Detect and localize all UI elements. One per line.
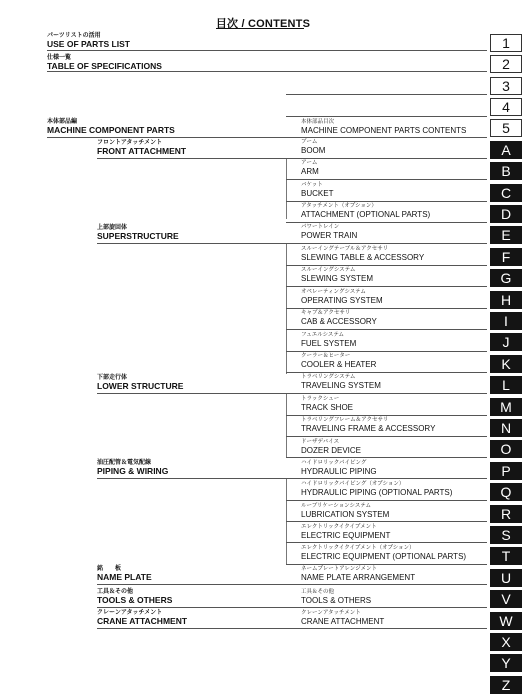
divider — [286, 94, 487, 95]
divider — [47, 137, 487, 138]
item-divider — [286, 308, 487, 309]
toc-item-electric-equipment-optional[interactable] — [301, 546, 466, 561]
tab-k[interactable]: K — [490, 355, 522, 373]
item-label-en: OPERATING SYSTEM — [301, 295, 383, 305]
item-divider — [286, 500, 487, 501]
item-label-jp: アーム — [301, 160, 318, 166]
item-label-jp: ルーブリケーションシステム — [301, 503, 371, 509]
item-divider — [286, 478, 487, 479]
item-divider — [286, 607, 487, 608]
toc-item-traveling-system[interactable] — [301, 375, 381, 390]
item-label-jp: クレーンアタッチメント — [301, 610, 361, 616]
tab-q[interactable]: Q — [490, 483, 522, 501]
toc-entry-use-of-parts-list[interactable] — [47, 33, 130, 49]
tab-f[interactable]: F — [490, 248, 522, 266]
toc-item-slewing-system[interactable] — [301, 268, 373, 283]
tab-b[interactable]: B — [490, 162, 522, 180]
toc-group-front-attachment[interactable] — [97, 140, 186, 156]
group-label-jp: フロントアタッチメント — [97, 140, 163, 146]
toc-item-name-plate-arrangement[interactable] — [301, 567, 415, 582]
item-divider — [286, 415, 487, 416]
tab-e[interactable]: E — [490, 226, 522, 244]
toc-item-tools-others[interactable] — [301, 590, 371, 605]
item-label-en: TRAVELING SYSTEM — [301, 380, 381, 390]
item-label-jp: エレクトリックイクイプメント — [301, 524, 377, 530]
item-divider — [286, 521, 487, 522]
item-label-en: COOLER & HEATER — [301, 359, 377, 369]
toc-item-fuel-system[interactable] — [301, 333, 356, 348]
tab-t[interactable]: T — [490, 547, 522, 565]
item-label-en: BOOM — [301, 145, 326, 155]
item-divider — [286, 457, 487, 458]
item-label-en: DOZER DEVICE — [301, 445, 362, 455]
group-divider — [97, 478, 286, 479]
item-label-en: ELECTRIC EQUIPMENT — [301, 530, 391, 540]
group-label-jp: 銘 板 — [97, 566, 122, 572]
item-divider — [286, 351, 487, 352]
toc-entry-machine-component-contents[interactable] — [301, 120, 466, 135]
tab-g[interactable]: G — [490, 269, 522, 287]
toc-entry-table-of-specifications[interactable] — [47, 55, 162, 71]
group-label-jp: 油圧配管＆電気配線 — [97, 460, 152, 466]
tab-5[interactable]: 5 — [490, 119, 522, 137]
divider — [47, 71, 487, 72]
item-label-en: ATTACHMENT (OPTIONAL PARTS) — [301, 209, 431, 219]
item-label-en: HYDRAULIC PIPING (OPTIONAL PARTS) — [301, 487, 453, 497]
group-label-en: LOWER STRUCTURE — [97, 381, 184, 391]
item-divider — [286, 243, 487, 244]
item-divider — [286, 158, 487, 159]
item-label-en: TOOLS & OTHERS — [301, 595, 372, 605]
toc-item-crane-attachment[interactable] — [301, 611, 384, 626]
item-label-en: NAME PLATE ARRANGEMENT — [301, 572, 416, 582]
group-label-en: SUPERSTRUCTURE — [97, 231, 179, 241]
item-label-en: ARM — [301, 166, 319, 176]
group-bracket-line — [286, 393, 287, 457]
group-label-jp: クレーンアタッチメント — [97, 610, 163, 616]
item-label-jp: ブーム — [301, 139, 318, 145]
group-label-en: CRANE ATTACHMENT — [97, 616, 188, 626]
item-label-jp: オペレーティングシステム — [301, 289, 366, 295]
toc-group-lower-structure[interactable] — [97, 375, 183, 391]
item-label-jp: キャブ＆アクセサリ — [301, 310, 351, 316]
toc-item-lubrication-system[interactable] — [301, 504, 389, 519]
group-label-en: NAME PLATE — [97, 572, 152, 582]
tab-w[interactable]: W — [490, 612, 522, 630]
toc-item-arm[interactable] — [301, 161, 319, 176]
tab-c[interactable]: C — [490, 184, 522, 202]
item-label-en: CRANE ATTACHMENT — [301, 616, 385, 626]
divider — [286, 116, 487, 117]
toc-item-hydraulic-piping-optional[interactable] — [301, 482, 452, 497]
tab-1[interactable]: 1 — [490, 34, 522, 52]
toc-item-cab-accessory[interactable] — [301, 311, 377, 326]
item-label-jp: トラベリングフレーム＆アクセサリ — [301, 417, 389, 423]
tab-v[interactable]: V — [490, 590, 522, 608]
toc-item-slewing-table[interactable] — [301, 247, 424, 262]
title-underline — [216, 28, 304, 29]
entry-label-en: MACHINE COMPONENT PARTS — [47, 125, 175, 135]
item-label-jp: パワートレイン — [301, 224, 340, 230]
toc-item-boom[interactable] — [301, 140, 325, 155]
tab-z[interactable]: Z — [490, 676, 522, 694]
tab-3[interactable]: 3 — [490, 77, 522, 95]
entry-label-en: USE OF PARTS LIST — [47, 39, 130, 49]
toc-group-tools-others[interactable] — [97, 589, 172, 605]
item-divider — [286, 584, 487, 585]
tab-a[interactable]: A — [490, 141, 522, 159]
item-label-en: SLEWING TABLE & ACCESSORY — [301, 252, 425, 262]
toc-item-electric-equipment[interactable] — [301, 525, 390, 540]
toc-group-piping-wiring[interactable] — [97, 460, 168, 476]
item-label-jp: アタッチメント（オプション） — [301, 203, 377, 209]
toc-group-crane-attachment[interactable] — [97, 610, 187, 626]
tab-i[interactable]: I — [490, 312, 522, 330]
item-label-jp: フュエルシステム — [301, 332, 345, 338]
group-bracket-line — [286, 158, 287, 219]
tab-s[interactable]: S — [490, 526, 522, 544]
item-label-jp: エレクトリックイクイプメント（オプション） — [301, 545, 415, 551]
group-label-jp: 工具＆その他 — [97, 589, 134, 595]
item-divider — [286, 372, 487, 373]
tab-4[interactable]: 4 — [490, 98, 522, 116]
toc-item-cooler-heater[interactable] — [301, 354, 376, 369]
tab-j[interactable]: J — [490, 333, 522, 351]
item-divider — [286, 201, 487, 202]
item-divider — [286, 179, 487, 180]
entry-label-en: MACHINE COMPONENT PARTS CONTENTS — [301, 125, 467, 135]
group-divider — [97, 158, 286, 159]
group-label-jp: 上部旋回体 — [97, 225, 128, 231]
tab-2[interactable]: 2 — [490, 55, 522, 73]
item-label-en: TRACK SHOE — [301, 402, 354, 412]
item-label-en: HYDRAULIC PIPING — [301, 466, 377, 476]
item-label-jp: ハイドロリックパイピング — [301, 460, 367, 466]
group-divider — [97, 393, 286, 394]
entry-label-jp: 仕様一覧 — [47, 55, 72, 61]
divider — [47, 50, 487, 51]
toc-item-traveling-frame[interactable] — [301, 418, 435, 433]
item-divider — [286, 564, 487, 565]
group-label-en: TOOLS & OTHERS — [97, 595, 173, 605]
tab-x[interactable]: X — [490, 633, 522, 651]
item-label-jp: トラベリングシステム — [301, 374, 356, 380]
item-label-en: SLEWING SYSTEM — [301, 273, 374, 283]
item-label-jp: バケット — [301, 182, 323, 188]
item-label-en: LUBRICATION SYSTEM — [301, 509, 390, 519]
entry-label-jp: 本体部品目次 — [301, 119, 335, 125]
toc-item-hydraulic-piping[interactable] — [301, 461, 377, 476]
group-divider — [97, 584, 286, 585]
entry-label-jp: パーツリストの活用 — [47, 33, 101, 39]
toc-item-operating-system[interactable] — [301, 290, 383, 305]
tab-y[interactable]: Y — [490, 654, 522, 672]
item-divider — [286, 265, 487, 266]
group-label-jp: 下部走行体 — [97, 375, 128, 381]
item-label-jp: スルーイングシステム — [301, 267, 356, 273]
item-divider — [286, 436, 487, 437]
toc-item-bucket[interactable] — [301, 183, 333, 198]
page-title: 目次 / CONTENTS — [215, 18, 311, 30]
toc-group-superstructure[interactable] — [97, 225, 179, 241]
toc-item-dozer-device[interactable] — [301, 440, 361, 455]
toc-group-name-plate[interactable] — [97, 566, 152, 582]
item-divider — [286, 329, 487, 330]
item-label-jp: ハイドロリックパイピング（オプション） — [301, 481, 405, 487]
entry-label-en: TABLE OF SPECIFICATIONS — [47, 61, 162, 71]
tab-p[interactable]: P — [490, 462, 522, 480]
group-divider — [97, 628, 286, 629]
tab-n[interactable]: N — [490, 419, 522, 437]
item-label-en: TRAVELING FRAME & ACCESSORY — [301, 423, 436, 433]
item-label-jp: 工具＆その他 — [301, 589, 335, 595]
tab-h[interactable]: H — [490, 291, 522, 309]
toc-item-power-train[interactable] — [301, 225, 357, 240]
item-label-en: BUCKET — [301, 188, 334, 198]
group-label-en: PIPING & WIRING — [97, 466, 169, 476]
toc-item-track-shoe[interactable] — [301, 397, 353, 412]
entry-label-jp: 本体部品編 — [47, 119, 78, 125]
tab-l[interactable]: L — [490, 376, 522, 394]
group-divider — [97, 243, 286, 244]
item-label-jp: トラックシュー — [301, 396, 340, 402]
item-label-en: CAB & ACCESSORY — [301, 316, 377, 326]
group-divider — [97, 607, 286, 608]
item-label-jp: ドーザデバイス — [301, 439, 340, 445]
item-divider — [286, 393, 487, 394]
item-label-jp: クーラー＆ヒーター — [301, 353, 351, 359]
tab-m[interactable]: M — [490, 398, 522, 416]
item-divider — [286, 542, 487, 543]
item-label-en: POWER TRAIN — [301, 230, 358, 240]
toc-item-attachment-optional[interactable] — [301, 204, 430, 219]
item-label-en: FUEL SYSTEM — [301, 338, 357, 348]
tab-d[interactable]: D — [490, 205, 522, 223]
tab-o[interactable]: O — [490, 440, 522, 458]
item-divider — [286, 222, 487, 223]
toc-entry-machine-component-parts[interactable] — [47, 119, 175, 135]
item-label-jp: ネームプレートアレンジメント — [301, 566, 377, 572]
item-divider — [286, 286, 487, 287]
item-divider — [286, 628, 487, 629]
tab-r[interactable]: R — [490, 505, 522, 523]
item-label-en: ELECTRIC EQUIPMENT (OPTIONAL PARTS) — [301, 551, 467, 561]
item-label-jp: スルーイングテーブル＆アクセサリ — [301, 246, 389, 252]
group-label-en: FRONT ATTACHMENT — [97, 146, 187, 156]
tab-u[interactable]: U — [490, 569, 522, 587]
